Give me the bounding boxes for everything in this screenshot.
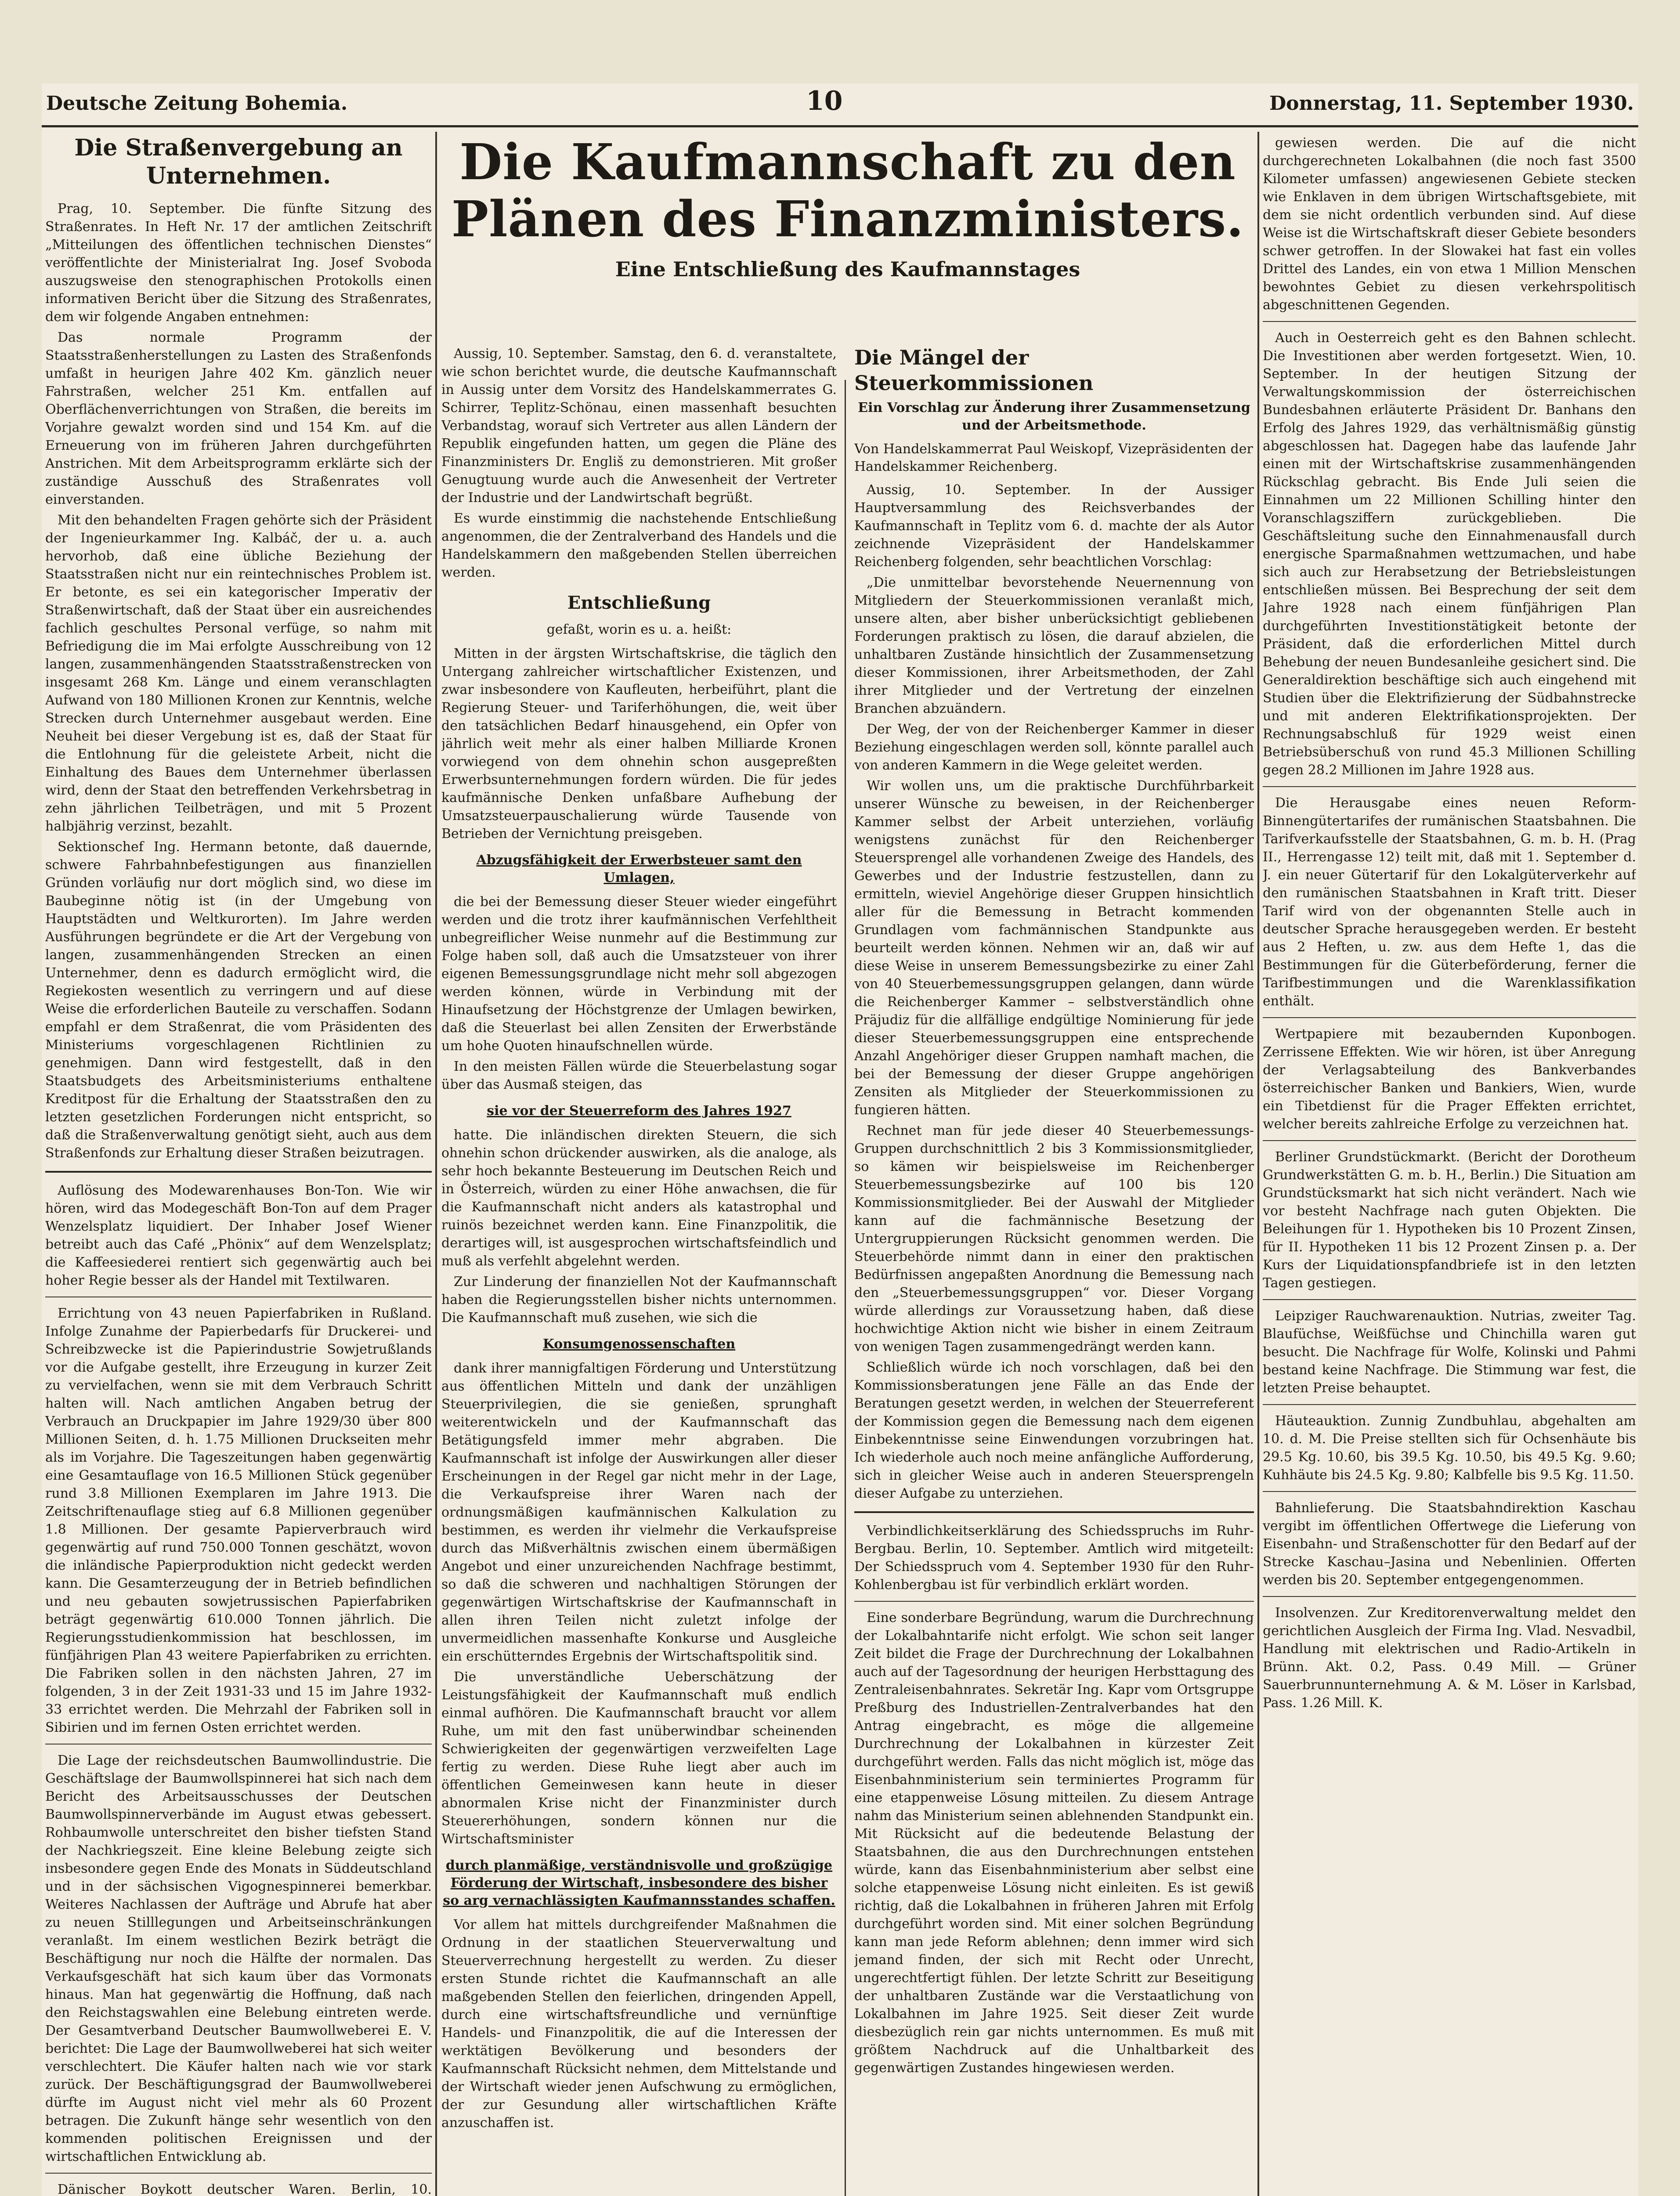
column-1 xyxy=(45,134,432,2196)
news-item: Errichtung von 43 neuen Papierfabriken in Rußland. Infolge Zunahme der Papierbedarfs für Druckerei- und Schreibzwecke ist die Papierindustrie Sowjetrußlands vor die Aufgabe gestellt, ihre Erzeugung in kurzer Zeit zu vervielfachen, wenn sie mit dem Verbrauch Schritt halten will. Nach amtlichen Angaben betrug der Verbrauch an Druckpapier im Jahre 1929/30 über 800 Millionen Seiten, d. h. 1.75 Millionen Druckseiten mehr als im Vorjahre. Die Tageszeitungen haben gegenwärtig eine Gesamtauflage von 16.5 Millionen Stück gegenüber rund 3.8 Millionen Exemplaren im Jahre 1913. Die Zeitschriftenauflage stieg auf 6.8 Millionen gegenüber 1.8 Millionen. Der gesamte Papierverbrauch wird gegenwärtig auf rund 750.000 Tonnen geschätzt, wovon die inländische Papierproduktion nicht gedeckt werden kann. Die Gesamterzeugung der in Betrieb befindlichen und neu gebauten sowjetrussischen Papierfabriken beträgt gegenwärtig 610.000 Tonnen jährlich. Die Regierungsstudienkommission hat beschlossen, im fünfjährigen Plan 43 weitere Papierfabriken zu errichten. Die Fabriken sollen in den nächsten Jahren, 27 im folgenden, 3 in der Zeit 1931-33 und 15 im Jahre 1932-33 errichtet werden. Die Mehrzahl der Fabriken soll in Sibirien und im fernen Osten errichtet werden. xyxy=(45,1306,432,1735)
paragraph: Wir wollen uns, um die praktische Durchführbarkeit unserer Wünsche zu beweisen, in der Reichenberger Kammer selbst der Arbeit unterziehen, vorläufig wenigstens zunächst für den Reichenberger Steuersprengel alle vorhandenen Zweige des Handels, des Gewerbes und der Industrie festzustellen, dann zu ermitteln, wieviel Angehörige dieser Gruppen hinsichtlich aller für die Bemessung in Betracht kommenden Grundlagen vom fachmännischen Standpunkte aus beurteilt werden können. Nehmen wir an, daß wir auf diese Weise in unserem Bemessungsbezirke zu einer Zahl von 40 Steuerbemessungsgruppen gelangen, dann würde die Reichenberger Kammer – selbstverständlich ohne Präjudiz für die allfällige endgültige Nominierung für jede dieser Steuerbemessungsgruppen eine entsprechende Anzahl Angehöriger dieser Gruppen namhaft machen, die bei der Bemessung der dieser Gruppe angehörigen Zensiten als Mitglieder der Steuerkommissionen zu fungieren hätten. xyxy=(854,778,1254,1118)
news-item: Eine sonderbare Begründung, warum die Durchrechnung der Lokalbahntarife nicht erfolgt. Wie schon seit langer Zeit bildet die Frage der Durchrechnung der Lokalbahnen auch auf der Tagesordnung der heurigen Herbsttagung des Zentraleisenbahnrates. Sekretär Ing. Kapr vom Ortsgruppe Preßburg des Industriellen-Zentralverbandes hat den Antrag eingebracht, es möge die allgemeine Durchrechnung der Lokalbahnen in kürzester Zeit durchgeführt werden. Falls das nicht möglich ist, möge das Eisenbahnministerium sein terminiertes Programm für eine etappenweise Lösung mitteilen. Zu diesem Antrage nahm das Ministerium seinen ablehnenden Standpunkt ein. Mit Rücksicht auf die bedeutende Belastung der Staatsbahnen, die aus den Durchrechnungen entstehen würde, kann das Eisenbahnministerium aber selbst eine solche etappenweise Lösung nicht einleiten. Es ist gewiß richtig, daß die Lokalbahnen in früheren Jahren mit Erfolg durchgeführt worden sind. Mit einer solchen Begründung kann man jede Reform ablehnen; denn immer wird sich jemand finden, der sich mit Recht oder Unrecht, ungerechtfertigt fühlen. Der letzte Schritt zur Beseitigung der unhaltbaren Zustände war die Verstaatlichung von Lokalbahnen im Jahre 1925. Seit dieser Zeit wurde diesbezüglich rein gar nichts unternommen. Es muß mit größtem Nachdruck auf die Unhaltbarkeit des gegenwärtigen Zustandes hingewiesen werden. xyxy=(854,1610,1254,2076)
news-item: Die Herausgabe eines neuen Reform-Binnengütertarifes der rumänischen Staatsbahnen. Die Tarifverkaufsstelle der Staatsbahnen, G. m. b. H. (Prag II., Herrengasse 12) teilt mit, daß mit 1. September d. J. ein neuer Gütertarif für den Lokalgüterverkehr auf den rumänischen Staatsbahnen in Kraft tritt. Dieser Tarif wird von der obgenannten Stelle auch in deutscher Sprache herausgegeben werden. Er besteht aus 2 Heften, u. zw. aus dem Hefte 1, das die Bestimmungen für die Güterbeförderung, ferner die Tarifbestimmungen und die Warenklassifikation enthält. xyxy=(1263,795,1636,1009)
continued-article xyxy=(1263,134,1636,314)
paragraph: Mitten in der ärgsten Wirtschaftskrise, die täglich den Untergang zahlreicher wirtschaftlicher Existenzen, und zwar insbesondere von Kaufleuten, herbeiführt, plant die Regierung Steuer- und Tariferhöhungen, die, weit über den tatsächlichen Bedarf hinausgehend, ein Opfer von jährlich weit mehr als einer halben Milliarde Kronen vorwiegend von dem ohnehin schon ausgepreßten Erwerbsunternehmungen fordern würden. Die für jedes kaufmännische Denken unfaßbare Aufhebung der Umsatzsteuerpauschalierung würde Tausende von Betrieben der Vernichtung preisgeben. xyxy=(441,646,837,842)
article-title: Die Mängel der Steuerkommissionen xyxy=(854,346,1094,395)
news-item: Auch in Oesterreich geht es den Bahnen schlecht. Die Investitionen aber werden fortgesetzt. Wien, 10. September. In der heutigen Sitzung der Verwaltungskommission der österreichischen Bundesbahnen erläuterte Präsident Dr. Banhans den Erfolg des Jahres 1929, das verhältnismäßig günstig abgeschlossen hat. Dagegen habe das laufende Jahr einen mit der Wirtschaftskrise zusammenhängenden Rückschlag gebracht. Bis Ende Juli seien die Einnahmen um 22 Millionen Schilling hinter den Voranschlagsziffern zurückgeblieben. Die Geschäftsleitung suche den Einnahmenausfall durch energische Sparmaßnahmen wettzumachen, und habe sich auch zur Herabsetzung der Betriebsleistungen entschließen müssen. Bei Besprechung der seit dem Jahre 1928 nach einem fünfjährigen Plan durchgeführten Investitionstätigkeit betonte der Präsident, daß die erforderlichen Mittel durch Behebung der neuen Bundesanleihe gesichert sind. Die Generaldirektion beschäftige sich auch eingehend mit Studien über die Elektrifizierung der Südbahnstrecke und mit anderen Elektrifikationsprojekten. Der Rechnungsabschluß für 1929 weist einen Betriebsüberschuß von rund 45.3 Millionen Schilling gegen 28.2 Millionen im Jahre 1928 aus. xyxy=(1263,330,1636,778)
paragraph: hatte. Die inländischen direkten Steuern, die sich ohnehin schon drückender auswirken, als die analoge, als sehr hoch bekannte Besteuerung im Deutschen Reich und in Österreich, würden zu einer Höhe anwachsen, die für die Kaufmannschaft nicht anders als katastrophal und ruinös bezeichnet werden kann. Eine Finanzpolitik, die derartiges will, ist ausgesprochen wirtschaftsfeindlich und muß als verfehlt abgelehnt werden. xyxy=(441,1127,837,1269)
divider xyxy=(1263,786,1636,787)
paragraph: Aussig, 10. September. In der Aussiger Hauptversammlung des Reichsverbandes der Kaufmannschaft in Teplitz vom 6. d. machte der als Autor zeichnende Vizepräsident der Handelskammer Reichenberg folgenden, sehr beachtlichen Vorschlag: xyxy=(854,482,1254,570)
divider xyxy=(45,1744,432,1745)
lead-headline: Die Kaufmannschaft zu den Plänen des Finanzministers. xyxy=(451,134,1244,248)
news-item: Auflösung des Modewarenhauses Bon-Ton. Wie wir hören, wird das Modegeschäft Bon-Ton auf dem Prager Wenzelsplatz liquidiert. Der Inhaber Josef Wiener betreibt auch das Café „Phönix“ auf dem Wenzelsplatz; die Kaffeesiederei rentiert sich gegenwärtig auch bei hoher Regie besser als der Handel mit Textilwaren. xyxy=(45,1183,432,1288)
paragraph: Das normale Programm der Staatsstraßenherstellungen zu Lasten des Straßenfonds umfaßt in heurigen Jahre 402 Km. gänzlich neuer Fahrstraßen, welcher 251 Km. entfallen auf Oberflächenverrichtungen von Straßen, die bereits im Vorjahre gewalzt worden sind und 154 Km. auf die Erneuerung von im früheren Jahren durchgeführten Anstrichen. Mit dem Arbeitsprogramm erklärte sich der zuständige Ausschuß des Straßenrates voll einverstanden. xyxy=(45,330,432,507)
news-item: Berliner Grundstückmarkt. (Bericht der Dorotheum Grundwerkstätten G. m. b. H., Berlin.) Die Situation am Grundstücksmarkt hat sich nicht verändert. Nach wie vor besteht Nachfrage nach guten Objekten. Die Beleihungen für 1. Hypotheken bis 10 Prozent Zinsen, für II. Hypotheken 11 bis 12 Prozent Zinsen p. a. Der Kurs der Liquidationspfandbriefe ist in den letzten Tagen gestiegen. xyxy=(1263,1149,1636,1291)
divider xyxy=(854,1511,1254,1513)
news-item: Dänischer Boykott deutscher Waren. Berlin, 10. xyxy=(58,2182,432,2196)
divider xyxy=(1263,321,1636,322)
news-item: Leipziger Rauchwarenauktion. Nutrias, zweiter Tag. Blaufüchse, Weißfüchse und Chinchilla waren gut besucht. Die Nachfrage für Wolfe, Kolinski und Pahmi bestand keine Nachfrage. Die Stimmung war fest, die letzten Preise behauptet. xyxy=(1263,1308,1636,1396)
paragraph: Zur Linderung der finanziellen Not der Kaufmannschaft haben die Regierungsstellen bisher nichts unternommen. Die Kaufmannschaft muß zusehen, wie sich die xyxy=(441,1274,837,1326)
section-body xyxy=(441,1359,837,1848)
news-items xyxy=(854,1522,1254,2077)
section-body xyxy=(441,893,837,1094)
divider xyxy=(1263,1404,1636,1405)
paragraph: Der Weg, der von der Reichenberger Kammer in dieser Beziehung eingeschlagen werden soll, könnte parallel auch von anderen Kammern in die Wege geleitet werden. xyxy=(854,722,1254,773)
paragraph: Vor allem hat mittels durchgreifender Maßnahmen die Ordnung in der staatlichen Steuerverwaltung und Steuerverrechnung hergestellt zu werden. Zu dieser ersten Stunde richtet die Kaufmannschaft an alle maßgebenden Stellen den feierlichen, dringenden Appell, durch eine wirtschaftsfreundliche und vernünftige Handels- und Finanzpolitik, die auf die Interessen der werktätigen Bevölkerung und besonders der Kaufmannschaft Rücksicht nehmen, dem Mittelstande und der Wirtschaft wieder jenen Aufschwung zu ermöglichen, der zur Gesundung aller wirtschaftlichen Kräfte anzuschaffen ist. xyxy=(441,1917,837,2131)
column-rule xyxy=(845,380,846,2196)
article-subtitle: Ein Vorschlag zur Änderung ihrer Zusammensetzung und der Arbeitsmethode. xyxy=(858,400,1250,433)
section-heading: sie vor der Steuerreform des Jahres 1927 xyxy=(487,1103,791,1119)
paragraph: Schließlich würde ich noch vorschlagen, daß bei den Kommissionsberatungen jene Fälle an das Ende der Beratungen gesetzt werden, in welchen der Steuerreferent der Kommission gegen die Bemessung nach dem eigenen Einbekenntnisse seine Einwendungen vorzubringen hat. Ich wiederhole auch noch meine anfängliche Aufforderung, sich in gleicher Weise auch in anderen Steuersprengeln dieser Aufgabe zu unterziehen. xyxy=(854,1360,1254,1501)
masthead-paper-name: Deutsche Zeitung Bohemia. xyxy=(46,92,348,115)
paragraph: die bei der Bemessung dieser Steuer wieder eingeführt werden und die trotz ihrer kaufmännischen Verfehltheit unbegreiflicher Weise nunmehr auf die Bestimmung zur Folge haben soll, daß auch die Umsatzsteuer von ihrer eigenen Bemessungsgrundlage nicht mehr soll abgezogen werden können, würde in Verbindung mit der Hinaufsetzung der Höchstgrenze der Umlagen bewirken, daß die Steuerlast bei allen Zensiten der Erwerbstände um hohe Quoten hinaufschnellen würde. xyxy=(441,894,837,1054)
article-body xyxy=(45,200,432,1162)
news-item: Verbindlichkeitserklärung des Schiedsspruchs im Ruhr-Bergbau. Berlin, 10. September. Amtlich wird mitgeteilt: Der Schiedsspruch vom 4. September 1930 für den Ruhr-Kohlenbergbau ist für verbindlich erklärt worden. xyxy=(854,1523,1254,1593)
divider xyxy=(1263,1299,1636,1300)
column-3 xyxy=(1263,134,1636,2196)
divider xyxy=(45,1171,432,1173)
paragraph: „Die unmittelbar bevorstehende Neuernennung von Mitgliedern der Steuerkommissionen veranlaßt mich, unsere alten, aber bisher unberücksichtigt gebliebenen Forderungen praktisch zu lösen, die darauf abzielen, die unhaltbaren Zustände hinsichtlich der Zusammensetzung dieser Kommissionen, ihrer Arbeitsmethoden, der Zahl ihrer Mitglieder und der Vertretung der einzelnen Branchen abzuändern. xyxy=(854,575,1254,716)
newspaper-page xyxy=(42,83,1638,2196)
page-number: 10 xyxy=(806,86,843,116)
article-byline: Von Handelskammerrat Paul Weiskopf, Vizepräsidenten der Handelskammer Reichenberg. xyxy=(854,441,1253,474)
resolution-body xyxy=(441,645,837,843)
divider xyxy=(1263,1491,1636,1492)
paragraph: Aussig, 10. September. Samstag, den 6. d. veranstaltete, wie schon berichtet wurde, die deutsche Kaufmannschaft in Aussig unter dem Vorsitz des Handelskammerrates G. Schirrer, Teplitz-Schönau, einen massenhaft besuchten Verbandstag, worauf sich Vertreter aus allen Ländern der Republik eingefunden hatten, um gegen die Pläne des Finanzministers Dr. Engliš zu demonstrieren. Mit großer Genugtuung wurde auch die Anwesenheit der Vertreter der Industrie und der Landwirtschaft begrüßt. xyxy=(441,346,837,506)
news-item: Häuteauktion. Zunnig Zundbuhlau, abgehalten am 10. d. M. Die Preise stellten sich für Ochsenhäute bis 29.5 Kg. 10.60, bis 39.5 Kg. 10.50, bis 49.5 Kg. 9.60; Kuhhäute bis 24.5 Kg. 9.80; Kalbfelle bis 9.5 Kg. 11.50. xyxy=(1263,1413,1636,1483)
divider xyxy=(1263,1140,1636,1141)
masthead-date: Donnerstag, 11. September 1930. xyxy=(1269,92,1634,115)
article-title: Die Straßenvergebung an Unternehmen. xyxy=(74,134,403,189)
section-heading: Abzugsfähigkeit der Erwerbsteuer samt den Umlagen, xyxy=(476,852,802,885)
section-heading: Konsumgenossenschaften xyxy=(542,1336,736,1352)
lead-headline-block xyxy=(441,134,1254,340)
divider xyxy=(45,2173,432,2174)
column-2 xyxy=(441,134,1254,2196)
divider xyxy=(1263,1017,1636,1018)
news-items xyxy=(1263,329,1636,1712)
news-item: Wertpapiere mit bezaubernden Kuponbogen. Zerrissene Effekten. Wie wir hören, ist über Anregung der Verlagsabteilung des Bankverbandes österreichischer Banken und Bankiers, Wien, wurde ein Tibetdienst für die Prager Effekten errichtet, welcher bereits zahlreiche Erfolge zu verzeichnen hat. xyxy=(1263,1026,1636,1132)
paragraph: Die unverständliche Ueberschätzung der Leistungsfähigkeit der Kaufmannschaft muß endlich einmal aufhören. Die Kaufmannschaft braucht vor allem Ruhe, um mit den fast unüberwindbar scheinenden Schwierigkeiten der gegenwärtigen verzweifelten Lage fertig zu werden. Diese Ruhe liegt aber auch im öffentlichen Gemeinwesen kann heute in dieser abnormalen Krise nicht der Finanzminister durch Steuererhöhungen, sondern können nur die Wirtschaftsminister xyxy=(441,1669,837,1847)
paragraph: In den meisten Fällen würde die Steuerbelastung sogar über das Ausmaß steigen, das xyxy=(441,1059,837,1092)
divider xyxy=(1263,1596,1636,1597)
lead-article-body xyxy=(441,345,837,2196)
paragraph: Sektionschef Ing. Hermann betonte, daß dauernde, schwere Fahrbahnbefestigungen aus finanziellen Gründen vorläufig nur dort möglich sind, wo diese im Baubeginne nötig ist (in der Umgebung von Hauptstädten und Weltkurorten). Im Jahre werden Ausführungen begründete er die Art der Vergebung von langen, zusammenhängenden Strecken an einen Unternehmer, denn es dadurch ermöglicht wird, die Regiekosten wesentlich zu verringern und auf diese Weise die erforderlichen Bauteile zu verschaffen. Sodann empfahl er dem Straßenrat, die vom Präsidenten des Ministeriums vorgeschlagenen Richtlinien zu genehmigen. Dann wird festgestellt, daß in den Staatsbudgets des Arbeitsministeriums enthaltene Kreditpost für die Erhaltung der Staatsstraßen den zu letzten gesetzlichen Forderungen nicht entspricht, so daß die Straßenverwaltung genötigt sieht, auch aus dem Straßenfonds zur Erhaltung dieser Straßen beizutragen. xyxy=(45,839,432,1161)
column-rule xyxy=(1257,132,1259,2196)
resolution-title: Entschließung xyxy=(567,592,711,613)
second-article xyxy=(854,345,1254,2196)
lead-subheadline: Eine Entschließung des Kaufmannstages xyxy=(615,257,1080,281)
paragraph: Mit den behandelten Fragen gehörte sich der Präsident der Ingenieurkammer Ing. Kalbáč, der u. a. auch hervorhob, daß eine übliche Beziehung der Staatsstraßen nicht nur ein reintechnisches Problem ist. Er betonte, es sei ein kategorischer Imperativ der Straßenwirtschaft, daß der Staat über ein ausreichendes fachlich geschultes Personal verfüge, so nahm mit Befriedigung die im Mai erfolgte Ausschreibung von 12 langen, zusammenhängenden Staatsstraßenstrecken von insgesamt 268 Km. Länge und einem veranschlagten Aufwand von 180 Millionen Kronen zur Kenntnis, welche Strecken durch Unternehmer ausgebaut werden. Eine Neuheit bei dieser Vergebung ist es, daß der Staat für die Entlohnung für die geleistete Arbeit, nicht die Einhaltung des Baues dem Unternehmer überlassen wird, denn der Staat den betreffenden Verkehrsbetrag in zehn jährlichen Teilbeträgen, und mit 5 Prozent halbjährig verzinst, bezahlt. xyxy=(45,513,432,834)
paragraph: gewiesen werden. Die auf die nicht durchgerechneten Lokalbahnen (die noch fast 3500 Kilometer umfassen) angewiesenen Gebiete stecken wie Enklaven in dem übrigen Wirtschaftsgebiete, mit dem sie nicht ordentlich verbunden sind. Auf diese Weise ist die Wirtschaftskraft dieser Gebiete besonders schwer getroffen. In der Slowakei hat fast ein volles Drittel des Landes, ein von etwa 1 Million Menschen bewohntes Gebiet zu diesen verkehrspolitisch abgeschnittenen Gegenden. xyxy=(1263,135,1636,313)
section-body xyxy=(441,1916,837,2132)
divider xyxy=(854,1601,1254,1602)
lead-intro xyxy=(441,345,837,582)
news-items xyxy=(45,1181,432,2196)
resolution-subtitle: gefaßt, worin es u. a. heißt: xyxy=(546,622,732,637)
masthead xyxy=(42,83,1638,127)
news-item: Insolvenzen. Zur Kreditorenverwaltung meldet den gerichtlichen Ausgleich der Firma Ing. Vlad. Nesvadbil, Handlung mit elektrischen und Radio-Artikeln in Brünn. Akt. 0.2, Pass. 0.49 Mill. — Grüner Sauerbrunnunternehmung A. & M. Löser in Karlsbad, Pass. 1.26 Mill. K. xyxy=(1263,1605,1636,1711)
news-item: Bahnlieferung. Die Staatsbahndirektion Kaschau vergibt im öffentlichen Offertwege die Lieferung von Eisenbahn- und Straßenschotter für den Bedarf auf der Strecke Kaschau–Jasina und Nebenlinien. Offerten werden bis 20. September entgegengenommen. xyxy=(1263,1500,1636,1588)
section-heading: durch planmäßige, verständnisvolle und großzügige Förderung der Wirtschaft, insbesondere des bisher so arg vernachlässigten Kaufmannsstandes schaffen. xyxy=(443,1858,835,1908)
news-item: Die Lage der reichsdeutschen Baumwollindustrie. Die Geschäftslage der Baumwollspinnerei hat sich nach dem Bericht des Arbeitsausschusses der Deutschen Baumwollspinnerverbände im August etwas gebessert. Rohbaumwolle unterschreitet den bisher tiefsten Stand der Nachkriegszeit. Eine kleine Belebung zeigte sich insbesondere gegen Ende des Monats in Süddeutschland und in der sächsischen Vigognespinnerei bemerkbar. Weiteres Nachlassen der Aufträge und Abrufe hat aber zu neuen Stilllegungen und Arbeitseinschränkungen veranlaßt. Im einem westlichen Bezirk beträgt die Beschäftigung nur noch die Hälfte der normalen. Das Verkaufsgeschäft hat sich kaum über das Vormonats hinaus. Man hat gegenwärtig die Hoffnung, daß nach den Reichstagswahlen eine Belebung eintreten werde. Der Gesamtverband Deutscher Baumwollweberei E. V. berichtet: Die Lage der Baumwollweberei hat sich weiter verschlechtert. Die Käufer halten nach wie vor stark zurück. Der Beschäftigungsgrad der Baumwollweberei dürfte im August nicht viel mehr als 60 Prozent betragen. Die Zukunft hänge sehr wesentlich von den kommenden politischen Ereignissen und der wirtschaftlichen Entwicklung ab. xyxy=(45,1753,432,2164)
section-body xyxy=(441,1126,837,1327)
column-rule xyxy=(435,132,437,2196)
paragraph: Prag, 10. September. Die fünfte Sitzung des Straßenrates. In Heft Nr. 17 der amtlichen Zeitschrift „Mitteilungen des öffentlichen technischen Dienstes“ veröffentlichte der Ministerialrat Ing. Josef Svoboda auszugsweise den stenographischen Protokolls einen informativen Bericht über die Sitzung des Straßenrates, dem wir folgende Angaben entnehmen: xyxy=(45,201,432,325)
paragraph: Rechnet man für jede dieser 40 Steuerbemessungs-Gruppen durchschnittlich 2 bis 3 Kommissionsmitglieder, so kämen wir beispielsweise im Reichenberger Steuerbemessungsbezirke auf 100 bis 120 Kommissionsmitglieder. Bei der Auswahl der Mitglieder kann auf die fachmännische Besetzung der Untergruppierungen Rücksicht genommen werden. Die Steuerbehörde nimmt dann in einer den praktischen Bedürfnissen angepaßten Anordnung die Bemessung nach den „Steuerbemessungsgruppen“ vor. Dieser Vorgang würde allerdings zur Voraussetzung haben, daß diese hochwichtige Aktion nicht wie bisher in einem Zeitraum von wenigen Tagen zusammengedrängt werden kann. xyxy=(854,1123,1254,1354)
paragraph: Es wurde einstimmig die nachstehende Entschließung angenommen, die der Zentralverband des Handels und die Handelskammern den maßgebenden Stellen überreichen werden. xyxy=(441,511,837,580)
article-body xyxy=(854,481,1254,1503)
paragraph: dank ihrer mannigfaltigen Förderung und Unterstützung aus öffentlichen Mitteln und dank der unzähligen Steuerprivilegien, die sie genießen, sprunghaft weiterentwickeln und der Kaufmannschaft das Betätigungsfeld immer mehr abgraben. Die Kaufmannschaft ist infolge der Auswirkungen aller dieser Erscheinungen in der Regel gar nicht mehr in der Lage, die Verkaufspreise ihrer Waren nach der ordnungsmäßigen kaufmännischen Kalkulation zu bestimmen, es werden ihr vielmehr die Verkaufspreise durch das Mißverhältnis zwischen einem übermäßigen Angebot und einer unzureichenden Nachfrage bestimmt, so daß die schweren und nachhaltigen Störungen der gegenwärtigen Wirtschaftskrise der Kaufmannschaft in allen ihren Teilen nicht zuletzt infolge der unvermeidlichen massenhafte Konkurse und Ausgleiche ein erschütterndes Ergebnis der Wirtschaftspolitik sind. xyxy=(441,1361,837,1664)
